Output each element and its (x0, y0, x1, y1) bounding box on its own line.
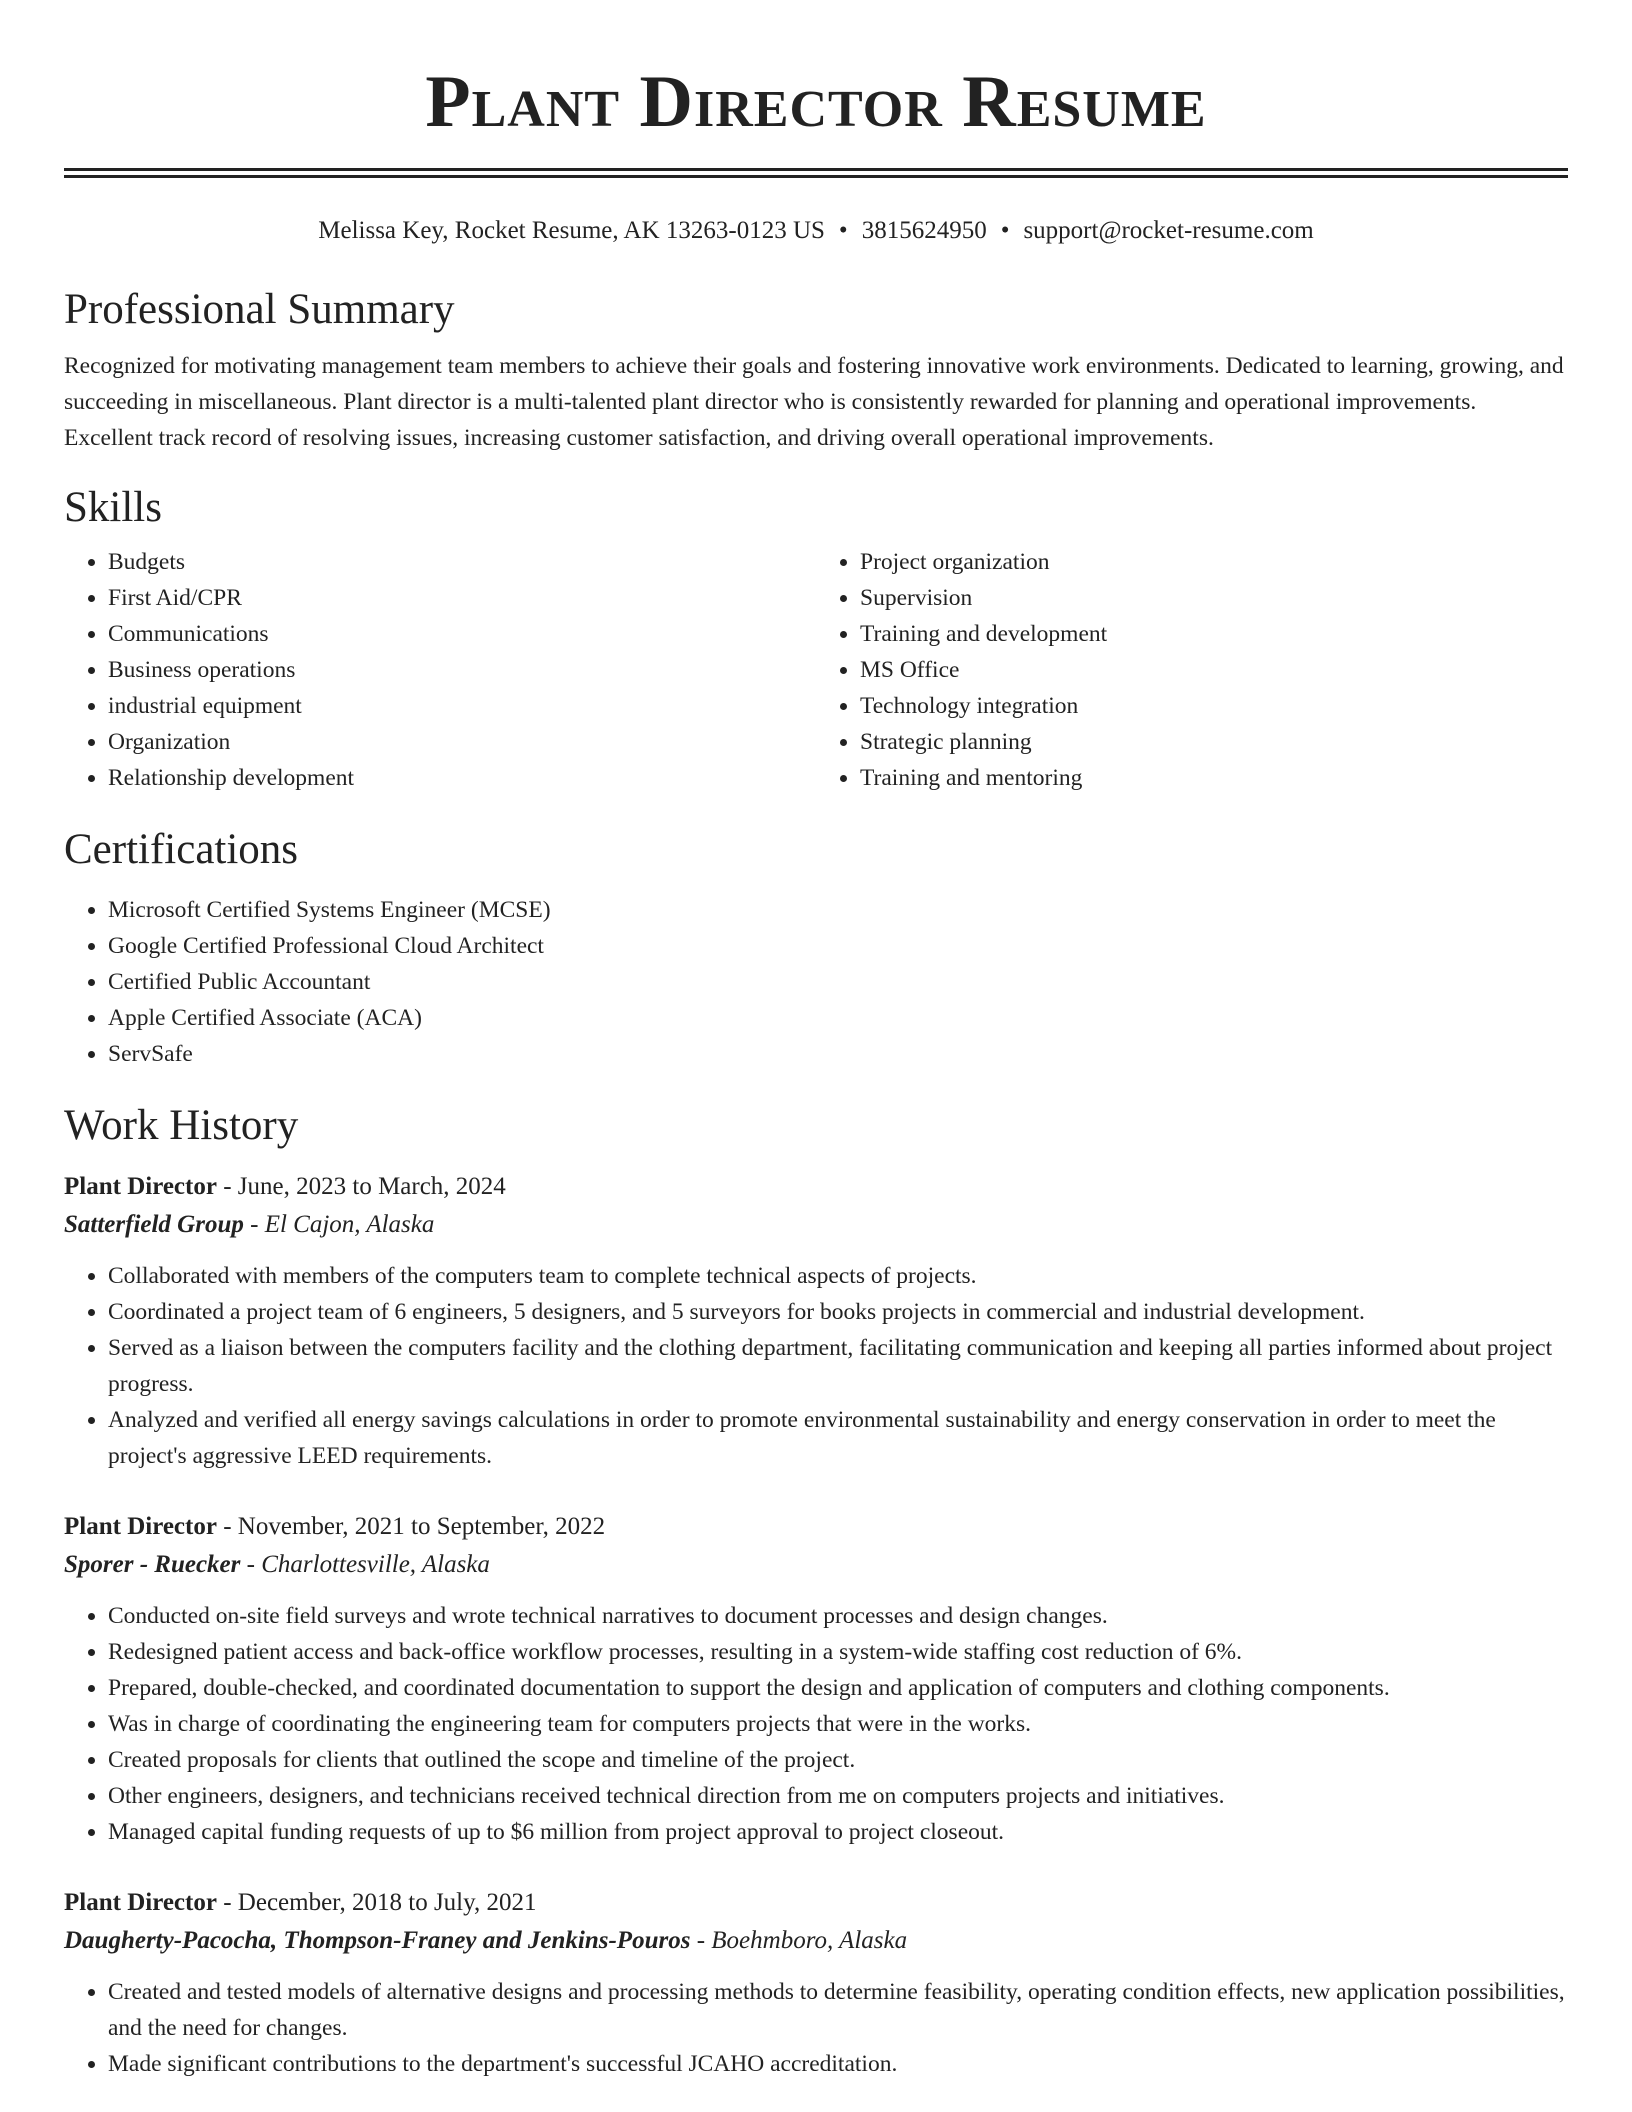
skills-list-right (816, 544, 1568, 796)
skill-item: • Technology integration (860, 688, 1568, 724)
resume-page (64, 0, 1568, 2082)
job-company-line (64, 1206, 1568, 1244)
skill-item: • Business operations (108, 652, 816, 688)
job-location: - El Cajon, Alaska (243, 1211, 435, 1238)
skill-item: • Organization (108, 724, 816, 760)
skill-item: • First Aid/CPR (108, 580, 816, 616)
contact-line (64, 214, 1568, 248)
job-bullet: • Other engineers, designers, and technicians received technical direction from me on computers projects and initiatives. (108, 1778, 1568, 1814)
job-location: - Charlottesville, Alaska (240, 1551, 490, 1578)
certification-item: • Google Certified Professional Cloud Architect (108, 928, 1568, 964)
job-title-line (64, 1508, 1568, 1546)
certification-item: • ServSafe (108, 1036, 1568, 1072)
job-entry (64, 1168, 1568, 1474)
skill-item: • Training and mentoring (860, 760, 1568, 796)
job-title-line (64, 1884, 1568, 1922)
job-bullet: • Redesigned patient access and back-office workflow processes, resulting in a system-wide staffing cost reduction of 6%. (108, 1634, 1568, 1670)
skill-item: • Strategic planning (860, 724, 1568, 760)
job-bullet: • Created proposals for clients that outlined the scope and timeline of the project. (108, 1742, 1568, 1778)
skill-item: • Supervision (860, 580, 1568, 616)
job-entry (64, 1884, 1568, 2082)
skills-list-left (64, 544, 816, 796)
certifications-section (64, 824, 1568, 1072)
skill-item: • industrial equipment (108, 688, 816, 724)
job-title: Plant Director (64, 1513, 217, 1540)
certification-item: • Certified Public Accountant (108, 964, 1568, 1000)
skills-columns (64, 544, 1568, 796)
work-history-section (64, 1100, 1568, 2082)
job-dates: - November, 2021 to September, 2022 (216, 1513, 606, 1540)
job-location: - Boehmboro, Alaska (690, 1927, 908, 1954)
certification-item: • Apple Certified Associate (ACA) (108, 1000, 1568, 1036)
work-history-heading: Work History (64, 1102, 299, 1149)
job-title-line (64, 1168, 1568, 1206)
job-dates: - December, 2018 to July, 2021 (216, 1889, 537, 1916)
skill-item: • Training and development (860, 616, 1568, 652)
job-company: Satterfield Group (64, 1211, 244, 1238)
job-bullet: • Was in charge of coordinating the engineering team for computers projects that were in the works. (108, 1706, 1568, 1742)
job-bullet: • Created and tested models of alternative designs and processing methods to determine feasibility, operating condition effects, new application possibilities, and the need for changes. (108, 1974, 1568, 2046)
job-bullet: • Served as a liaison between the computers facility and the clothing department, facilitating communication and keeping all parties informed about project progress. (108, 1330, 1568, 1402)
job-bullet: • Coordinated a project team of 6 engineers, 5 designers, and 5 surveyors for books projects in commercial and industrial development. (108, 1294, 1568, 1330)
summary-section (64, 284, 1568, 456)
job-bullets (64, 1258, 1568, 1474)
job-company-line (64, 1922, 1568, 1960)
skill-item: • MS Office (860, 652, 1568, 688)
certifications-heading: Certifications (64, 826, 299, 873)
job-bullet: • Managed capital funding requests of up to $6 million from project approval to project closeout. (108, 1814, 1568, 1850)
job-company: Daugherty-Pacocha, Thompson-Franey and Jenkins-Pouros (64, 1927, 691, 1954)
job-company: Sporer - Ruecker (64, 1551, 241, 1578)
job-title: Plant Director (64, 1173, 217, 1200)
job-bullet: • Prepared, double-checked, and coordinated documentation to support the design and application of computers and clothing components. (108, 1670, 1568, 1706)
job-bullet: • Collaborated with members of the computers team to complete technical aspects of projects. (108, 1258, 1568, 1294)
contact-separator: • (838, 217, 848, 244)
job-bullets (64, 1598, 1568, 1850)
contact-address: Melissa Key, Rocket Resume, AK 13263-0123 US (318, 217, 825, 244)
skill-item: • Relationship development (108, 760, 816, 796)
skill-item: • Project organization (860, 544, 1568, 580)
contact-phone: 3815624950 (861, 217, 987, 244)
contact-separator: • (1000, 217, 1010, 244)
resume-title: Plant Director Resume (425, 61, 1207, 143)
skills-section (64, 482, 1568, 796)
job-bullet: • Conducted on-site field surveys and wrote technical narratives to document processes and design changes. (108, 1598, 1568, 1634)
summary-heading: Professional Summary (64, 286, 455, 333)
title-divider (64, 168, 1568, 178)
job-bullets (64, 1974, 1568, 2082)
job-entry (64, 1508, 1568, 1850)
certifications-list (64, 892, 1568, 1072)
job-company-line (64, 1546, 1568, 1584)
skills-heading: Skills (64, 484, 162, 531)
skill-item: • Budgets (108, 544, 816, 580)
job-title: Plant Director (64, 1889, 217, 1916)
skill-item: • Communications (108, 616, 816, 652)
summary-text: Recognized for motivating management team members to achieve their goals and fostering innovative work environments. Dedicated to learning, growing, and succeeding in miscellaneous. Plant director is a multi-talented plant director who is consistently rewarded for planning and operational improvements. Excellent track record of resolving issues, increasing customer satisfaction, and driving overall operational improvements. (64, 353, 1564, 451)
certification-item: • Microsoft Certified Systems Engineer (MCSE) (108, 892, 1568, 928)
job-dates: - June, 2023 to March, 2024 (216, 1173, 506, 1200)
job-bullet: • Analyzed and verified all energy savings calculations in order to promote environmental sustainability and energy conservation in order to meet the project's aggressive LEED requirements. (108, 1402, 1568, 1474)
contact-email: support@rocket-resume.com (1023, 217, 1314, 244)
job-bullet: • Made significant contributions to the department's successful JCAHO accreditation. (108, 2046, 1568, 2082)
